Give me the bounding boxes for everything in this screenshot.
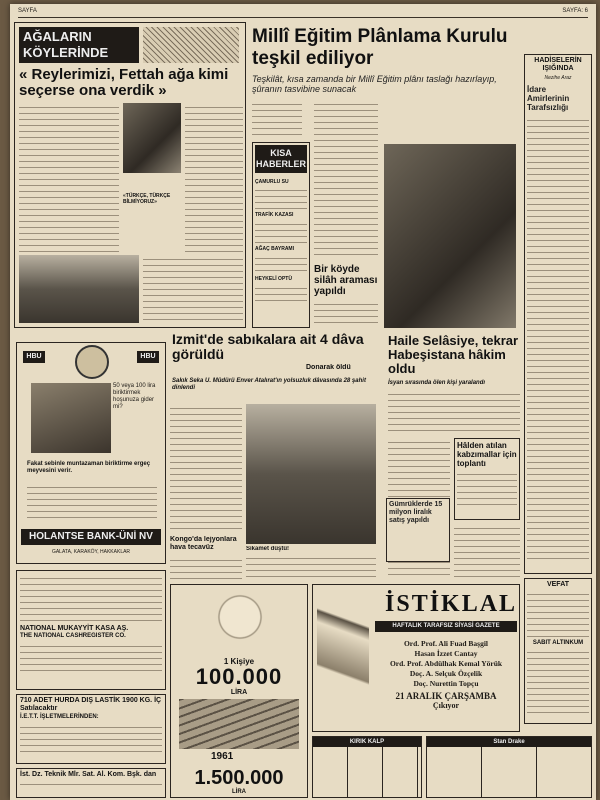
halden-text-2 [454,524,520,578]
writer-illustration [317,599,369,719]
hbu-brand: HOLANTSE BANK-ÜNİ NV [21,529,161,545]
comic-left [312,736,422,798]
aga-sub: «TÜRKÇE, TÜRKÇE BİLMİYORUZ» [123,193,171,205]
piyango-year: 1961 [211,751,234,762]
aga-drawing [143,27,239,63]
village-house-photo [19,255,139,323]
kongo-text [170,556,242,580]
folio-left: SAYFA [18,8,37,14]
lead-deck: Teşkilât, kısa zamanda bir Millî Eğitim plânı taslağı hazırlayıp, şûranın tasvibine sunacak [252,74,497,94]
teknik-text [20,780,162,790]
aga-article [14,22,246,328]
istiklal-writer: Ord. Prof. Ali Fuad Başgil [403,639,489,648]
istiklal-tagline: HAFTALIK TARAFSIZ SİYASİ GAZETE [375,621,517,632]
kisa-haberler [252,142,310,328]
istiklal-writer: Doç. A. Selçuk Özçelik [409,669,483,678]
hadise-text [527,116,589,564]
comic-left-panels [313,747,421,797]
gumruk-article [386,498,450,562]
izmit-headline: Izmit'de sabıkalara ait 4 dâva görüldü [172,331,364,362]
vefat-notice [524,578,592,724]
lastik-notice [16,694,166,764]
mukayyit-text-2 [20,642,162,676]
hadise-kicker: HADİSELERİN IŞIĞINDA [534,57,582,72]
istiklal-writer: Ord. Prof. Abdülhak Kemal Yörük [389,659,503,668]
istiklal-writer: Hasan İzzet Cantay [414,649,478,658]
haile-deck: İsyan sırasında ölen kişi yaralandı [388,380,486,386]
hadise-column [524,54,592,574]
mukayyit-line2: THE NATIONAL CASHREGISTER CO. [20,633,126,639]
aga-kicker: AĞALARIN KÖYLERİNDE [19,27,139,63]
aga-headline: « Reylerimizi, Fettah ağa kimi seçerse ona verdik » [19,66,229,99]
kisa-item: HEYKELİ OPTÜ [255,276,292,282]
hbu-offer: 50 veya 100 lira biriktirmek hoşunuza gider mi? [113,383,156,410]
lead-headline: Millî Eğitim Plânlama Kurulu teşkil ediliyor [252,26,508,69]
istiklal-ad [312,584,520,732]
mukayyit-ad [16,570,166,690]
teknik-notice [16,768,166,798]
silah-text [314,300,378,328]
lastik-text [20,723,162,755]
newspaper-page [10,4,596,800]
lastik-headline: 710 ADET HURDA DIŞ LASTİK 1900 KG. İÇ Satılacaktır [20,697,162,712]
comic-right-panels [427,747,591,797]
mukayyit-line1: NATIONAL MUKAYYİT KASA AŞ. [20,625,129,632]
vefat-text [527,590,589,638]
rain-street-photo [246,404,376,544]
hand-money-illustration [31,383,111,453]
comic-left-title: KIRIK KALP [313,737,421,747]
istiklal-masthead: İSTİKLAL [385,591,518,617]
kongo-headline: Kongo'da lejyonlara hava tecavüz [170,536,237,551]
hadise-byline: Nezihe Araz [544,75,572,81]
hbu-seal-icon [75,345,109,379]
piyango-amount: 100.000 [195,664,283,689]
piyango-line: 1 Kişiye [223,657,255,666]
hadise-title: İdare Amirlerinin Tarafsızlığı [527,85,570,112]
piyango-grand-unit: LİRA [232,789,246,795]
kisa-item: ÇAMURLU SU [255,179,289,185]
kisa-item: AĞAÇ BAYRAMI [255,246,294,252]
haile-headline: Haile Selâsiye, tekrar Habeşistana hâkim oldu [388,333,519,376]
photo-caption: Sikamet düştü! [246,546,290,552]
comic-right-title: Stan Drake [427,737,591,747]
villager-photo [123,103,181,173]
hbu-text [27,483,157,523]
architect-photo [384,144,516,328]
piyango-unit: LİRA [230,689,248,696]
teknik-line: İst. Dz. Teknik Mlr. Sat. Al. Kom. Bşk. dan [20,771,157,778]
lastik-sub: İ.E.T.T. İŞLETMELERİNDEN: [20,714,99,720]
hbu-ad [16,342,166,564]
vefat-title: VEFAT [546,581,570,588]
hbu-address: GALATA, KARAKÖY, HAKKAKLAR [51,549,131,555]
halden-text [457,470,517,510]
lead-text [252,100,302,140]
lead-text-2 [314,100,378,260]
lottery-wheel-illustration [185,593,295,653]
izmit-text [170,404,242,534]
halden-headline: Hâlden atılan kabzımallar için toplantı [457,441,517,468]
kisa-item: TRAFİK KAZASI [255,212,294,218]
izmit-deck: Sakık Seka U. Müdürü Enver Atalırat'ın yolsuzluk dâvasında 28 şahit dinlendi [172,378,366,391]
photo-caption-text [246,554,376,580]
istiklal-date: 21 ARALIK ÇARŞAMBA [395,691,497,701]
aga-text-2 [185,103,243,253]
haile-text [388,390,520,434]
piyango-grand: 1.500.000 [194,767,284,789]
istiklal-status: Çıkıyor [432,701,460,710]
hbu-mid: Fakat sebinle muntazaman biriktirme ergeç meyvesini verir. [27,461,151,474]
comic-right [426,736,592,798]
kisa-text [255,284,307,304]
kisa-text [255,186,307,210]
donarak-headline: Donarak öldü [306,364,351,371]
aga-text-3 [143,255,243,323]
istiklal-writer: Doç. Nurettin Topçu [413,679,479,688]
banknote-pile-illustration [179,699,299,749]
vefat-text-2 [527,648,589,718]
gumruk-headline: Gümrüklerde 15 milyon liralık satış yapıldı [389,501,443,524]
lead-article [250,22,520,328]
mukayyit-text [20,574,162,622]
aga-text [19,103,119,253]
hbu-badge-right: HBU [137,351,159,363]
hbu-badge-left: HBU [23,351,45,363]
kisa-title: KISA HABERLER [255,145,307,173]
kisa-text [255,220,307,244]
kisa-text [255,254,307,274]
halden-article [454,438,520,520]
folio [18,6,588,18]
folio-right: SAYFA: 6 [562,8,588,14]
vefat-name: SABIT ALTINKUM [532,640,584,646]
silah-headline: Bir köyde silâh araması yapıldı [314,264,378,297]
piyango-ad [170,584,308,798]
